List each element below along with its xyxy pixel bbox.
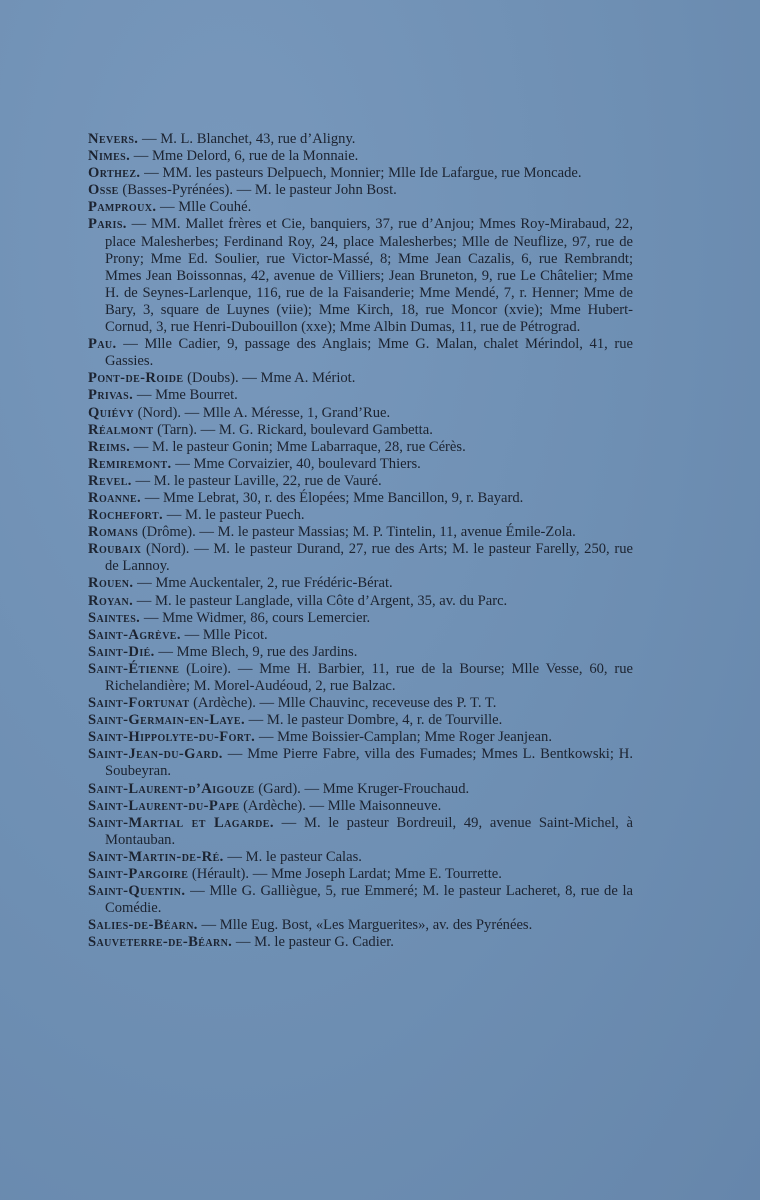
entry-text: — Mme Auckentaler, 2, rue Frédéric-Bérat.	[133, 575, 393, 592]
place-name: Pont-de-Roide	[88, 370, 184, 387]
entry-text: (Gard). — Mme Kruger-Frouchaud.	[254, 780, 470, 797]
entry-text: — Mlle Cadier, 9, passage des Anglais; Mme G. Malan, chalet Mérindol, 41, rue Gassies.	[105, 336, 633, 370]
list-item	[88, 866, 633, 883]
list-item	[88, 507, 633, 524]
list-item	[88, 593, 633, 610]
entry-text: — M. le pasteur Laville, 22, rue de Vauré.	[131, 472, 382, 489]
place-name: Revel.	[88, 472, 132, 489]
entry-text: — Mlle Eug. Bost, «Les Marguerites», av. des Pyrénées.	[197, 917, 533, 934]
place-name: Orthez.	[88, 165, 141, 182]
place-name: Salies-de-Béarn.	[88, 917, 198, 934]
place-name: Pamproux.	[88, 199, 157, 216]
list-item	[88, 746, 633, 780]
place-name: Nevers.	[88, 131, 139, 147]
entry-text: — Mlle G. Galliègue, 5, rue Emmeré; M. le pasteur Lacheret, 8, rue de la Comédie.	[105, 883, 633, 917]
entry-text: — MM. Mallet frères et Cie, banquiers, 37, rue d’Anjou; Mmes Roy-Mirabaud, 22, place Malesherbes; Ferdinand Roy, 24, place Malesherbes; Mlle de Neuflize, 97, rue de Prony; Mme Ed. Soulier, rue Victor-Massé, 8; Mme Jean Cazalis, 6, rue Rembrandt; Mmes Jean Boissonnas, 42, avenue de Villiers; Jean Bruneton, 9, rue Le Châtelier; Mme H. de Seynes-Larlenque, 116, rue de la Faisanderie; Mme Mendé, 7, r. Henner; Mme de Bary, 3, square de Luynes (viie); Mme Kirch, 18, rue Moncor (xvie); Mme Hubert-Cornud, 3, rue Henri-Dubouillon (xxe); Mme Albin Dumas, 11, rue de Pétrograd.	[105, 216, 633, 336]
entry-text: — Mme Blech, 9, rue des Jardins.	[154, 643, 358, 660]
list-item	[88, 781, 633, 798]
list-item	[88, 182, 633, 199]
entry-text: — MM. les pasteurs Delpuech, Monnier; Mlle Ide Lafargue, rue Moncade.	[140, 165, 582, 182]
place-name: Osse	[88, 182, 119, 199]
place-name: Rouen.	[88, 575, 134, 592]
entry-text: (Tarn). — M. G. Rickard, boulevard Gambetta.	[153, 421, 433, 438]
place-name: Roanne.	[88, 489, 142, 506]
entry-text: — Mme Corvaizier, 40, boulevard Thiers.	[171, 455, 421, 472]
entry-text: (Drôme). — M. le pasteur Massias; M. P. Tintelin, 11, avenue Émile-Zola.	[138, 524, 576, 541]
list-item	[88, 815, 633, 849]
entry-text: (Doubs). — Mme A. Mériot.	[183, 370, 356, 387]
place-name: Quiévy	[88, 404, 134, 421]
entry-text: (Hérault). — Mme Joseph Lardat; Mme E. Tourrette.	[188, 866, 502, 883]
list-item	[88, 627, 633, 644]
list-item	[88, 405, 633, 422]
list-item	[88, 336, 633, 370]
place-name: Roubaix	[88, 541, 142, 558]
list-item	[88, 456, 633, 473]
list-item	[88, 849, 633, 866]
place-name: Nimes.	[88, 148, 131, 165]
entry-text: — M. le pasteur Gonin; Mme Labarraque, 28, rue Cérès.	[130, 438, 466, 455]
place-name: Reims.	[88, 438, 131, 455]
place-name: Royan.	[88, 592, 134, 609]
list-item	[88, 524, 633, 541]
list-item	[88, 575, 633, 592]
entry-text: — Mme Bourret.	[133, 387, 238, 404]
list-item	[88, 422, 633, 439]
entry-text: (Nord). — Mlle A. Méresse, 1, Grand’Rue.	[133, 404, 391, 421]
entry-text: (Basses-Pyrénées). — M. le pasteur John Bost.	[118, 182, 397, 199]
place-name: Saint-Martin-de-Ré.	[88, 848, 224, 865]
entry-text: — M. le pasteur Bordreuil, 49, avenue Saint-Michel, à Montauban.	[105, 814, 634, 848]
entry-text: — M. le pasteur Calas.	[223, 848, 362, 865]
entry-text: (Ardèche). — Mlle Maisonneuve.	[239, 797, 442, 814]
entry-text: — Mme Lebrat, 30, r. des Élopées; Mme Bancillon, 9, r. Bayard.	[141, 489, 524, 506]
place-name: Paris.	[88, 216, 127, 233]
place-name: Saintes.	[88, 609, 141, 626]
place-name: Saint-Germain-en-Laye.	[88, 712, 245, 729]
entry-text: (Loire). — Mme H. Barbier, 11, rue de la Bourse; Mlle Vesse, 60, rue Richelandière; M. Morel-Audéoud, 2, rue Balzac.	[105, 660, 633, 694]
list-item	[88, 370, 633, 387]
list-item	[88, 712, 633, 729]
entry-text: — Mme Pierre Fabre, villa des Fumades; Mmes L. Bentkowski; H. Soubeyran.	[105, 746, 633, 780]
list-item	[88, 644, 633, 661]
place-name: Sauveterre-de-Béarn.	[88, 934, 233, 951]
address-list	[88, 131, 633, 952]
entry-text: — M. le pasteur Dombre, 4, r. de Tourville.	[245, 712, 503, 729]
list-item	[88, 798, 633, 815]
list-item	[88, 199, 633, 216]
entry-text: — Mlle Picot.	[180, 626, 268, 643]
entry-text: — M. le pasteur Langlade, villa Côte d’Argent, 35, av. du Parc.	[133, 592, 508, 609]
list-item	[88, 934, 633, 951]
entry-text: — M. le pasteur G. Cadier.	[232, 934, 394, 951]
entry-text: — M. le pasteur Puech.	[163, 507, 305, 524]
list-item	[88, 917, 633, 934]
place-name: Saint-Agrève.	[88, 626, 181, 643]
list-item	[88, 131, 633, 148]
place-name: Réalmont	[88, 421, 154, 438]
place-name: Saint-Étienne	[88, 660, 180, 677]
place-name: Saint-Laurent-d’Aigouze	[88, 780, 255, 797]
place-name: Rochefort.	[88, 507, 164, 524]
list-item	[88, 473, 633, 490]
list-item	[88, 216, 633, 336]
place-name: Privas.	[88, 387, 134, 404]
place-name: Saint-Hippolyte-du-Fort.	[88, 729, 256, 746]
list-item	[88, 148, 633, 165]
entry-text: — Mlle Couhé.	[156, 199, 252, 216]
entry-text: — M. L. Blanchet, 43, rue d’Aligny.	[138, 131, 356, 147]
list-item	[88, 661, 633, 695]
list-item	[88, 610, 633, 627]
entry-text: (Nord). — M. le pasteur Durand, 27, rue des Arts; M. le pasteur Farelly, 250, rue de Lannoy.	[105, 541, 633, 575]
place-name: Saint-Dié.	[88, 643, 155, 660]
place-name: Saint-Quentin.	[88, 883, 186, 900]
place-name: Saint-Jean-du-Gard.	[88, 746, 223, 763]
entry-text: — Mme Widmer, 86, cours Lemercier.	[140, 609, 371, 626]
entry-text: — Mme Boissier-Camplan; Mme Roger Jeanjean.	[255, 729, 552, 746]
place-name: Romans	[88, 524, 139, 541]
list-item	[88, 439, 633, 456]
list-item	[88, 387, 633, 404]
list-item	[88, 729, 633, 746]
place-name: Remiremont.	[88, 455, 172, 472]
place-name: Saint-Laurent-du-Pape	[88, 797, 240, 814]
list-item	[88, 165, 633, 182]
list-item	[88, 695, 633, 712]
entry-text: — Mme Delord, 6, rue de la Monnaie.	[130, 148, 359, 165]
place-name: Saint-Martial et Lagarde.	[88, 814, 274, 831]
list-item	[88, 490, 633, 507]
place-name: Pau.	[88, 336, 117, 353]
place-name: Saint-Fortunat	[88, 695, 190, 712]
list-item	[88, 883, 633, 917]
entry-text: (Ardèche). — Mlle Chauvinc, receveuse des P. T. T.	[189, 695, 497, 712]
list-item	[88, 541, 633, 575]
place-name: Saint-Pargoire	[88, 866, 189, 883]
